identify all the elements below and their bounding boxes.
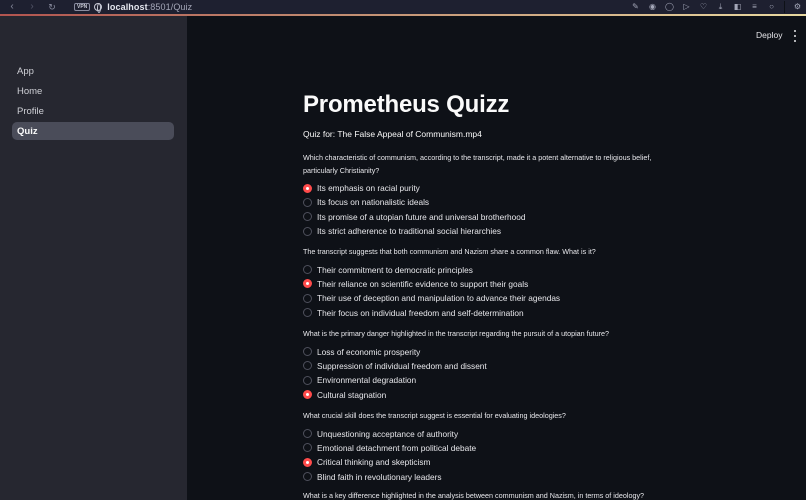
radio-button[interactable]: [303, 429, 312, 438]
option-3-b[interactable]: [303, 359, 683, 373]
question-text: What is the primary danger highlighted in the transcript regarding the pursuit of a utopian future?: [303, 329, 610, 338]
option-3-c[interactable]: [303, 373, 683, 387]
option-4-a[interactable]: [303, 427, 683, 441]
option-label: Their focus on individual freedom and self-determination: [317, 307, 524, 318]
option-2-b[interactable]: [303, 277, 683, 291]
sidebar-item-label: App: [17, 65, 34, 77]
radio-button[interactable]: [303, 376, 312, 385]
option-1-b[interactable]: [303, 195, 683, 209]
radio-button[interactable]: [303, 472, 312, 481]
play-icon[interactable]: ▷: [683, 2, 690, 11]
option-label: Suppression of individual freedom and dissent: [317, 360, 487, 371]
option-1-c[interactable]: [303, 210, 683, 224]
quiz-subtitle: Quiz for: The False Appeal of Communism.mp4: [303, 129, 482, 139]
profile-icon[interactable]: ○: [769, 2, 774, 11]
radio-group: [303, 181, 683, 238]
main-content: [187, 16, 806, 500]
radio-button[interactable]: [303, 294, 312, 303]
browser-toolbar-icons: [627, 0, 806, 14]
option-3-a[interactable]: [303, 345, 683, 359]
option-label: Unquestioning acceptance of authority: [317, 428, 459, 439]
option-3-d[interactable]: [303, 387, 683, 401]
sidebar-item-quiz[interactable]: [12, 122, 174, 140]
radio-button[interactable]: [303, 308, 312, 317]
radio-button[interactable]: [303, 361, 312, 370]
option-label: Loss of economic prosperity: [317, 346, 421, 357]
back-icon[interactable]: ‹: [10, 1, 14, 12]
sidebar-item-label: Profile: [17, 105, 44, 117]
vpn-badge[interactable]: VPN: [74, 3, 90, 11]
sidebar-item-label: Quiz: [17, 125, 38, 137]
forward-icon[interactable]: ›: [30, 1, 34, 12]
reload-icon[interactable]: ↻: [48, 2, 56, 12]
address-bar[interactable]: [107, 2, 192, 12]
deploy-button[interactable]: Deploy: [756, 30, 783, 40]
question-1: [303, 152, 683, 238]
url-host: localhost: [107, 2, 148, 12]
edit-icon[interactable]: ✎: [632, 2, 639, 11]
sidebar-item-profile[interactable]: [12, 101, 174, 121]
globe-icon: [94, 3, 102, 11]
option-label: Blind faith in revolutionary leaders: [317, 471, 442, 482]
sidebar-item-app[interactable]: [12, 61, 174, 81]
radio-button[interactable]: [303, 198, 312, 207]
option-label: Environmental degradation: [317, 375, 417, 386]
option-2-d[interactable]: [303, 305, 683, 319]
radio-group: [303, 263, 683, 320]
option-1-d[interactable]: [303, 224, 683, 238]
radio-button[interactable]: [303, 212, 312, 221]
question-4: [303, 410, 683, 484]
download-icon[interactable]: ⤓: [718, 2, 723, 11]
sidebar: [0, 16, 187, 500]
option-1-a[interactable]: [303, 181, 683, 195]
option-label: Its strict adherence to traditional social hierarchies: [317, 226, 502, 237]
option-label: Its emphasis on racial purity: [317, 183, 420, 194]
question-text: What crucial skill does the transcript suggest is essential for evaluating ideologies?: [303, 411, 566, 420]
option-label: Their use of deception and manipulation to advance their agendas: [317, 293, 561, 304]
question-5: [303, 490, 683, 500]
sidebar-toggle-icon[interactable]: ◧: [733, 2, 742, 11]
sidebar-item-home[interactable]: [12, 81, 174, 101]
radio-button[interactable]: [303, 347, 312, 356]
option-4-c[interactable]: [303, 455, 683, 469]
option-label: Emotional detachment from political debate: [317, 442, 477, 453]
option-2-a[interactable]: [303, 263, 683, 277]
settings-icon[interactable]: ⚙: [793, 2, 802, 11]
toolbar-divider: [784, 1, 785, 13]
camera-icon[interactable]: ◉: [649, 2, 656, 11]
question-text: What is a key difference highlighted in the analysis between communism and Nazism, in terms of ideology?: [303, 491, 645, 500]
question-text: The transcript suggests that both communism and Nazism share a common flaw. What is it?: [303, 247, 596, 256]
sidebar-nav: [12, 61, 174, 140]
radio-button-selected[interactable]: [303, 458, 312, 467]
option-label: Their reliance on scientific evidence to support their goals: [317, 278, 529, 289]
option-2-c[interactable]: [303, 291, 683, 305]
option-4-b[interactable]: [303, 441, 683, 455]
radio-button[interactable]: [303, 265, 312, 274]
radio-group: [303, 427, 683, 484]
option-label: Its focus on nationalistic ideals: [317, 197, 430, 208]
radio-button[interactable]: [303, 227, 312, 236]
option-label: Their commitment to democratic principles: [317, 264, 473, 275]
page-title: Prometheus Quizz: [303, 91, 510, 118]
question-3: [303, 328, 683, 402]
option-label: Its promise of a utopian future and universal brotherhood: [317, 211, 526, 222]
list-icon[interactable]: ≡: [752, 2, 757, 11]
url-path: :8501/Quiz: [147, 2, 193, 12]
more-options-icon[interactable]: [792, 30, 798, 42]
question-text: Which characteristic of communism, according to the transcript, made it a potent alternative to religious belief, particularly Christianity?: [303, 153, 652, 175]
radio-button-selected[interactable]: [303, 279, 312, 288]
browser-toolbar: [0, 0, 806, 14]
question-2: [303, 246, 683, 320]
shield-icon[interactable]: ◯: [665, 2, 674, 11]
option-label: Critical thinking and skepticism: [317, 457, 431, 468]
radio-button[interactable]: [303, 443, 312, 452]
sidebar-item-label: Home: [17, 85, 43, 97]
option-label: Cultural stagnation: [317, 389, 387, 400]
radio-group: [303, 345, 683, 402]
option-4-d[interactable]: [303, 469, 683, 483]
heart-icon[interactable]: ♡: [699, 2, 708, 11]
radio-button-selected[interactable]: [303, 184, 312, 193]
radio-button-selected[interactable]: [303, 390, 312, 399]
